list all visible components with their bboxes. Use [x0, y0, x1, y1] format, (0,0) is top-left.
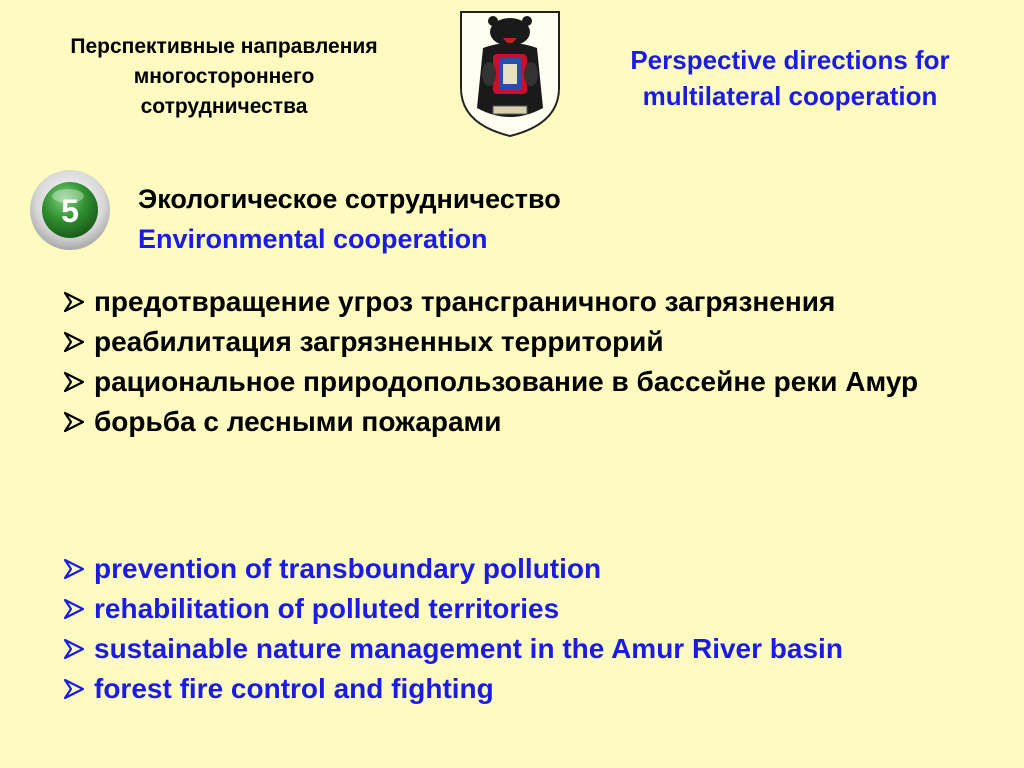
bullet-list-ru — [62, 285, 962, 445]
list-item — [62, 672, 962, 705]
list-item-text: предотвращение угроз трансграничного загрязнения — [94, 286, 836, 317]
title-en-line: multilateral cooperation — [642, 81, 938, 111]
arrow-bullet-icon — [62, 638, 86, 660]
bullet-list-en — [62, 552, 962, 712]
section-number-badge — [28, 168, 112, 252]
list-item-text: prevention of transboundary pollution — [94, 553, 602, 584]
list-item-text: sustainable nature management in the Amur River basin — [94, 633, 843, 664]
section-title-en: Environmental cooperation — [138, 224, 488, 254]
list-item — [62, 592, 962, 625]
list-item-text: борьба с лесными пожарами — [94, 406, 502, 437]
title-ru-line: многостороннего — [133, 65, 315, 88]
list-item-text: rehabilitation of polluted territories — [94, 593, 560, 624]
title-en-line: Perspective directions for — [630, 45, 950, 75]
arrow-bullet-icon — [62, 598, 86, 620]
arrow-bullet-icon — [62, 411, 86, 433]
list-item — [62, 632, 962, 665]
coat-of-arms-icon — [455, 8, 565, 140]
list-item-text: forest fire control and fighting — [94, 673, 494, 704]
list-item — [62, 365, 962, 398]
arrow-bullet-icon — [62, 678, 86, 700]
title-ru-line: сотрудничества — [140, 95, 308, 118]
list-item-text: рациональное природопользование в бассейне реки Амур — [94, 366, 919, 397]
arrow-bullet-icon — [62, 558, 86, 580]
section-title-ru: Экологическое сотрудничество — [138, 184, 561, 214]
page-title-en — [590, 42, 990, 114]
arrow-bullet-icon — [62, 331, 86, 353]
arrow-bullet-icon — [62, 371, 86, 393]
list-item — [62, 552, 962, 585]
list-item — [62, 405, 962, 438]
list-item-text: реабилитация загрязненных территорий — [94, 326, 664, 357]
list-item — [62, 285, 962, 318]
list-item — [62, 325, 962, 358]
title-ru-line: Перспективные направления — [70, 35, 378, 58]
section-number: 5 — [61, 193, 79, 229]
arrow-bullet-icon — [62, 291, 86, 313]
page-title-ru — [10, 32, 438, 122]
